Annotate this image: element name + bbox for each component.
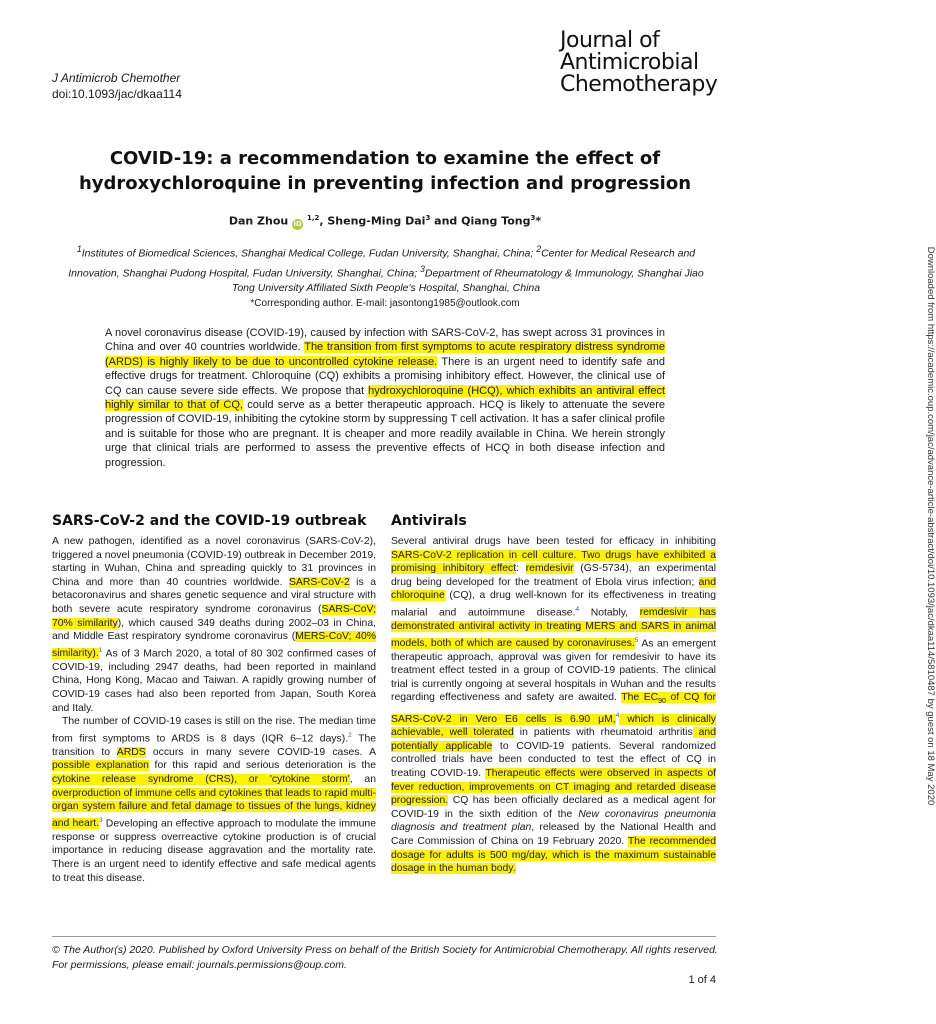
highlighted-text: The recommended dosage for adults is 500 mg/day, which is the maximum sustainable dosage in the human body. xyxy=(391,835,716,875)
body-text: CQ has been officially declared as a medical agent for COVID-19 in the sixth edition of the xyxy=(391,795,716,820)
body-text: : xyxy=(516,563,526,575)
author-list xyxy=(60,211,710,230)
highlighted-text: possible explanation xyxy=(52,760,149,772)
body-text: As an emergent therapeutic approach, approval was given for remdesivir to have its treatment effect tested in a group of COVID-19 patients. The clinical trial is currently ongoing at several hospitals in Wuhan and the results regarding effectiveness and safety are awaited. xyxy=(391,638,716,704)
brand-line-1: Journal of xyxy=(560,28,660,53)
body-text: The number of COVID-19 cases is still on the rise. The median time from first symptoms to ARDS is 8 days (IQR 6–12 days). xyxy=(52,716,376,745)
body-text: (CQ), a drug well-known for its effectiveness in treating malarial and autoimmune disease. xyxy=(391,590,716,619)
highlighted-text: Therapeutic effects were observed in aspects of fever reduction, improvements on CT imaging and retarded disease progression. xyxy=(391,767,716,807)
body-text: , an xyxy=(349,774,376,786)
author-name: Sheng-Ming Dai xyxy=(327,214,426,228)
affiliation-text: Center for Medical Research and Innovation, Shanghai Pudong Hospital, Fudan University, Shanghai, China; xyxy=(68,247,696,279)
reference-link[interactable]: 2 xyxy=(348,731,352,739)
corresponding-mark: * xyxy=(535,214,542,228)
body-text: in patients with rheumatoid arthritis xyxy=(513,727,693,739)
highlighted-text: SARS-CoV; 70% similarity xyxy=(52,603,376,629)
highlighted-text: and potentially applicable xyxy=(391,727,716,752)
brand-line-2: Antimicrobial xyxy=(560,50,699,75)
author-affiliation-ref: 1,2 xyxy=(306,214,320,222)
affiliation-text: Institutes of Biomedical Sciences, Shanghai Medical College, Fudan University, Shanghai, China; xyxy=(81,247,537,260)
highlighted-text: The transition from first symptoms to acute respiratory distress syndrome (ARDS) is highly likely to be due to uncontrolled cytokine release. xyxy=(105,341,666,368)
body-text: The EC xyxy=(621,692,659,704)
highlighted-text: cytokine release syndrome (CRS), or 'cytokine storm' xyxy=(52,774,350,786)
author-separator: and xyxy=(430,214,462,228)
body-text: The transition to xyxy=(52,733,377,758)
abstract-text: A novel coronavirus disease (COVID-19), caused by infection with SARS-CoV-2, has swept across 31 provinces in China and over 40 countries worldwide. xyxy=(105,327,665,354)
reference-link[interactable]: 4 xyxy=(615,712,620,720)
right-column xyxy=(391,535,716,876)
author-name: Dan Zhou xyxy=(228,214,289,228)
highlighted-text: SARS-CoV-2 xyxy=(288,576,350,588)
highlighted-text: overproduction of immune cells and cytokines that leads to rapid multi-organ system failure and fetal damage to tissues of the lungs, kidney and heart. xyxy=(52,787,377,830)
affiliation-number: 2 xyxy=(536,244,542,254)
reference-link[interactable]: 5 xyxy=(634,636,639,644)
affiliation-number: 1 xyxy=(76,244,82,254)
body-text: , released by the National Health and Care Commission of China on 19 February 2020. xyxy=(391,822,716,847)
body-text: (GS-5734), an experimental drug being developed for the treatment of Ebola virus infection; xyxy=(391,563,716,588)
section-heading-sars-cov-2: SARS-CoV-2 and the COVID-19 outbreak xyxy=(52,513,367,529)
page-number: 1 of 4 xyxy=(688,974,716,986)
body-text: A new pathogen, identified as a novel coronavirus (SARS-CoV-2), triggered a novel pneumonia (COVID-19) outbreak in December 2019, starting in Wuhan, China and spreading quickly to 31 provinces in China and more than 40 countries worldwide. xyxy=(52,536,376,588)
journal-brand-logo xyxy=(560,30,735,96)
orcid-icon[interactable]: iD xyxy=(293,219,302,228)
body-text: is a betacoronavirus and shares genetic sequence and viral structure with both severe acute respiratory syndrome coronavirus ( xyxy=(52,576,376,615)
body-text: for this rapid and serious deterioration is the xyxy=(148,760,376,772)
affiliation-number: 3 xyxy=(420,263,425,274)
body-text: Several antiviral drugs have been tested for efficacy in inhibiting xyxy=(391,536,716,547)
paragraph xyxy=(52,535,376,715)
subscript: 90 xyxy=(658,698,666,706)
abstract xyxy=(105,326,665,470)
highlighted-text: MERS-CoV; 40% similarity). xyxy=(52,631,376,660)
highlighted-text: remdesivir has demonstrated antiviral activity in treating MERS and SARS in animal models, both of which are caused by coronaviruses. xyxy=(391,607,716,650)
section-heading-antivirals: Antivirals xyxy=(391,513,467,529)
affiliation-text: Department of Rheumatology & Immunology, Shanghai Jiao Tong University Affiliated Sixth People's Hospital, Shanghai, China xyxy=(231,267,704,294)
corresponding-author: *Corresponding author. E-mail: jasontong1985@outlook.com xyxy=(250,298,520,309)
author-separator: , xyxy=(319,214,328,228)
paragraph xyxy=(391,535,716,876)
body-text: to COVID-19 patients. Several randomized controlled trials have been conducted to test the effect of CQ in treating COVID-19. xyxy=(391,740,717,779)
body-text: Developing an effective approach to modulate the immune response or suppress overreactive cytokine production is of crucial importance in reducing disease aggravation and the mortality rate. There is an urgent need to identify effective and safe medical agents to treat this disease. xyxy=(52,818,376,884)
highlighted-text: SARS-CoV-2 replication in cell culture. Two drugs have exhibited a promising inhibitory effect xyxy=(391,549,716,575)
abstract-text: There is an urgent need to identify safe and effective drugs for treatment. Chloroquine (CQ) exhibits a promising inhibitory effect. However, the clinical use of CQ can cause severe side effects. We propose that xyxy=(105,355,665,397)
journal-citation xyxy=(52,70,182,102)
brand-line-3: Chemotherapy xyxy=(560,72,718,97)
italic-title: New coronavirus pneumonia diagnosis and treatment plan xyxy=(391,808,716,834)
body-text: Notably, xyxy=(579,607,640,619)
paragraph xyxy=(52,715,376,885)
article-title: COVID-19: a recommendation to examine the effect of hydroxychloroquine in preventing infection and progression xyxy=(78,148,692,194)
journal-name: J Antimicrob Chemother xyxy=(52,71,181,85)
highlighted-text: ARDS xyxy=(116,746,146,758)
highlighted-text: and chloroquine xyxy=(391,576,716,602)
copyright-notice: © The Author(s) 2020. Published by Oxford University Press on behalf of the British Society for Antimicrobial Chemotherapy. All rights reserved. For permissions, please email: journals.permissions@oup.com. xyxy=(52,944,718,971)
author-affiliation-ref: 3 xyxy=(530,214,536,222)
body-text: occurs in many severe COVID-19 cases. A xyxy=(145,746,376,758)
affiliations xyxy=(56,242,716,296)
body-text: As of 3 March 2020, a total of 80 302 confirmed cases of COVID-19, including 2947 deaths, had been reported in mainland China, Hong Kong, Macao and Taiwan. A rapidly growing number of COVID-19 cases had also been reported from Japan, South Korea and Italy. xyxy=(52,648,376,714)
left-column xyxy=(52,535,376,885)
author-name: Qiang Tong xyxy=(461,214,531,228)
author-affiliation-ref: 3 xyxy=(425,214,431,222)
reference-link[interactable]: 1 xyxy=(98,646,103,654)
body-text: ), which caused 349 deaths during 2002–03 in China, and Middle East respiratory syndrome coronavirus ( xyxy=(52,617,376,643)
doi: doi:10.1093/jac/dkaa114 xyxy=(52,87,182,101)
highlighted-text: remdesivir xyxy=(525,563,574,575)
highlighted-text: hydroxychloroquine (HCQ), which exhibits an antiviral effect highly similar to that of CQ, xyxy=(105,384,665,412)
footer-divider xyxy=(52,936,716,937)
body-text: of CQ for SARS-CoV-2 in Vero E6 cells is 6.90 μM, xyxy=(391,692,716,725)
reference-link[interactable]: 3 xyxy=(99,816,103,824)
reference-link[interactable]: 4 xyxy=(575,605,580,613)
highlighted-text: which is clinically achievable, well tolerated xyxy=(391,713,716,739)
download-watermark: Downloaded from https://academic.oup.com/jac/advance-article-abstract/doi/10.1093/jac/dkaa114/5810487 by guest on 18 May 2020 xyxy=(925,246,936,806)
abstract-text: could serve as a better therapeutic approach. HCQ is likely to attenuate the severe progression of COVID-19, inhibiting the cytokine storm by suppressing T cell activation. It has a safer clinical profile and is suitable for those who are pregnant. It is cheaper and more readily available in China. We herein strongly urge that clinical trials are performed to assess the preventive effects of HCQ in both disease infection and progression. xyxy=(105,399,665,469)
